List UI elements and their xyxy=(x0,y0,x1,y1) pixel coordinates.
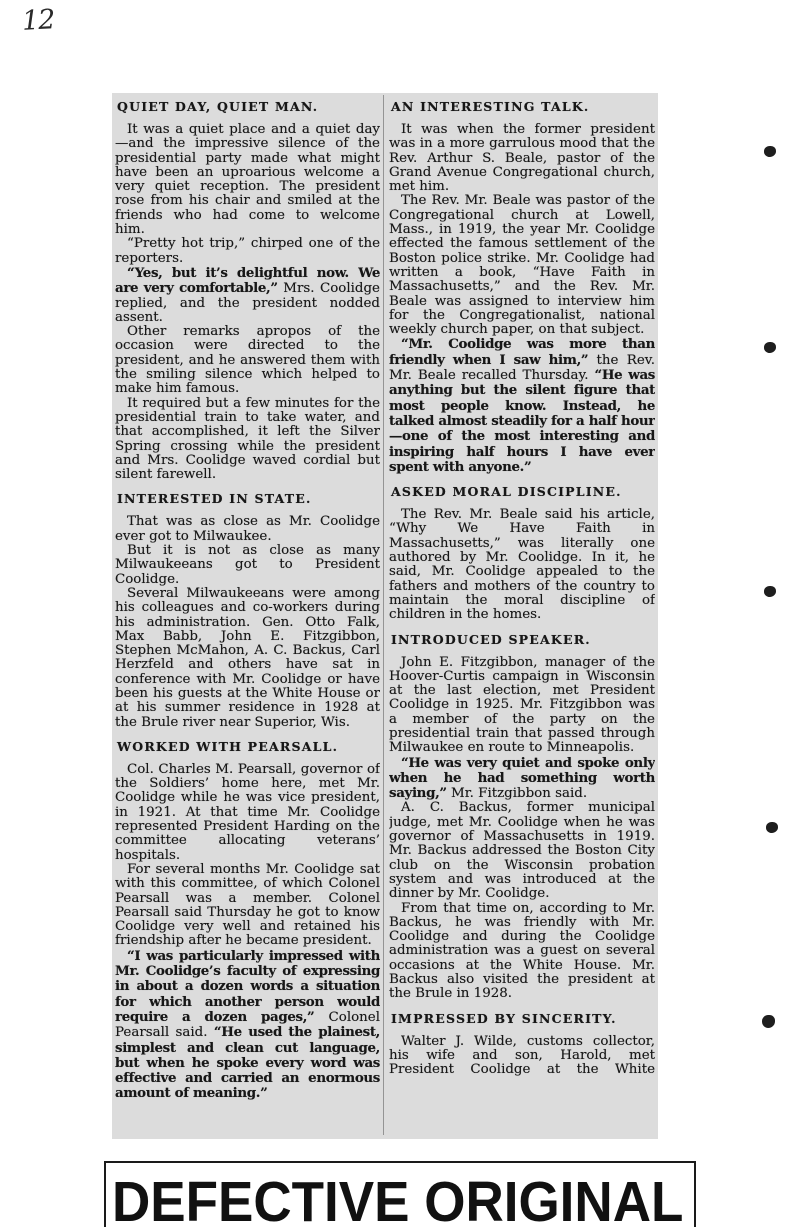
body-text: From that time on, according to Mr. Backus, he was friendly with Mr. Coolidge and during the Coolidge administration was a guest on several occasions at the White House. Mr. Backus also visited the president at the Brule in 1928. xyxy=(389,900,655,1002)
section-heading: IMPRESSED BY SINCERITY. xyxy=(391,1010,617,1026)
article-paragraph xyxy=(389,194,655,337)
bold-quote-text: “Mr. Coolidge was more than friendly when I saw him,” xyxy=(389,336,655,368)
defective-original-banner xyxy=(104,1161,696,1227)
section-heading: INTERESTED IN STATE. xyxy=(117,491,312,507)
article-paragraph xyxy=(115,544,380,587)
body-text: “Pretty hot trip,” chirped one of the reporters. xyxy=(115,236,380,266)
article-paragraph xyxy=(115,587,380,730)
article-paragraph xyxy=(389,508,655,622)
section-heading: WORKED WITH PEARSALL. xyxy=(117,738,339,754)
article-paragraph xyxy=(115,763,380,863)
body-text: Mr. Fitzgibbon said. xyxy=(446,786,588,802)
handwritten-page-number: 12 xyxy=(21,4,56,37)
punch-hole-mark xyxy=(762,1015,775,1028)
section-heading: AN INTERESTING TALK. xyxy=(391,99,590,114)
body-text: Mrs. Coolidge replied, and the president nodded assent. xyxy=(115,281,380,325)
defective-original-text: DEFECTIVE ORIGINAL xyxy=(112,1170,684,1227)
article-paragraph xyxy=(389,756,655,802)
article-paragraph xyxy=(389,656,655,756)
article-paragraph xyxy=(389,123,655,194)
article-paragraph xyxy=(115,123,380,237)
body-text: Other remarks apropos of the occasion were directed to the president, and he answered them with the smiling silence which helped to make him famous. xyxy=(115,324,380,397)
column-divider xyxy=(383,95,384,1135)
article-paragraph xyxy=(389,902,655,1002)
body-text: That was as close as Mr. Coolidge ever got to Milwaukee. xyxy=(115,514,380,544)
body-text: For several months Mr. Coolidge sat with this committee, of which Colonel Pearsall was a member. Colonel Pearsall said Thursday he got to know Coolidge very well and retained his friendship after he became president. xyxy=(115,861,380,949)
body-text: the Rev. Mr. Beale recalled Thursday. xyxy=(389,352,655,384)
article-paragraph xyxy=(115,949,380,1102)
newspaper-clipping xyxy=(112,93,658,1139)
punch-hole-mark xyxy=(766,822,778,833)
body-text: It required but a few minutes for the presidential train to take water, and that accomplished, it left the Silver Spring crossing while the president and Mrs. Coolidge waved cordial but silent farewell. xyxy=(115,395,380,483)
body-text: Several Milwaukeeans were among his colleagues and co-workers during his administration. Gen. Otto Falk, Max Babb, John E. Fitzgibbon, Stephen McMahon, A. C. Backus, Carl Herzfeld and others have sat in conference with Mr. Coolidge or have been his guests at the White House or at his summer residence in 1928 at the Brule river near Superior, Wis. xyxy=(115,585,380,730)
body-text: Walter J. Wilde, customs collector, his wife and son, Harold, met President Coolidge at the White xyxy=(389,1033,655,1078)
article-column-left xyxy=(115,99,380,1137)
body-text: It was a quiet place and a quiet day—and the impressive silence of the presidential party made what might have been an uproarious welcome a very quiet reception. The president rose from his chair and smiled at the friends who had come to welcome him. xyxy=(115,122,380,238)
article-paragraph xyxy=(115,515,380,544)
body-text: The Rev. Mr. Beale said his article, “Why We Have Faith in Massachusetts,” was literally one authored by Mr. Coolidge. In it, he said, Mr. Coolidge appealed to the fathers and mothers of the country to maintain the moral discipline of children in the homes. xyxy=(389,507,655,623)
article-paragraph xyxy=(115,325,380,396)
section-heading: ASKED MORAL DISCIPLINE. xyxy=(391,484,622,500)
punch-hole-mark xyxy=(764,146,776,157)
article-paragraph xyxy=(115,397,380,483)
article-paragraph xyxy=(389,801,655,901)
body-text: It was when the former president was in a more garrulous mood that the Rev. Arthur S. Beale, pastor of the Grand Avenue Congregational church, met him. xyxy=(389,122,655,195)
bold-quote-text: “He used the plainest, simplest and clean cut language, but when he spoke every word was effective and carried an enormous amount of meaning.” xyxy=(115,1024,380,1102)
body-text: Col. Charles M. Pearsall, governor of the Soldiers’ home here, met Mr. Coolidge while he was vice president, in 1921. At that time Mr. Coolidge represented President Harding on the committee allocating veterans’ hospitals. xyxy=(115,761,380,863)
article-paragraph xyxy=(115,863,380,949)
section-heading: QUIET DAY, QUIET MAN. xyxy=(117,99,319,114)
body-text: But it is not as close as many Milwaukeeans got to President Coolidge. xyxy=(115,543,380,587)
bold-quote-text: “Yes, but it’s delightful now. We are very comfortable,” xyxy=(115,264,380,297)
section-heading: INTRODUCED SPEAKER. xyxy=(391,631,591,647)
article-column-right xyxy=(389,99,655,1137)
body-text: Colonel Pearsall said. xyxy=(115,1009,380,1041)
punch-hole-mark xyxy=(764,342,776,353)
article-paragraph xyxy=(389,1035,655,1078)
body-text: The Rev. Mr. Beale was pastor of the Congregational church at Lowell, Mass., in 1919, the year Mr. Coolidge effected the famous settlement of the Boston police strike. Mr. Coolidge had written a book, “Have Faith in Massachusetts,” and the Rev. Mr. Beale was assigned to interview him for the Congregationalist, national weekly church paper, on that subject. xyxy=(389,193,655,338)
article-paragraph xyxy=(115,266,380,325)
article-paragraph xyxy=(115,237,380,266)
bold-quote-text: “He was anything but the silent figure that most people know. Instead, he talked almost steadily for a half hour—one of the most interesting and inspiring half hours I have ever spent with anyone.” xyxy=(389,367,655,475)
punch-hole-mark xyxy=(764,586,776,597)
article-paragraph xyxy=(389,337,655,475)
bold-quote-text: “He was very quiet and spoke only when he had something worth saying,” xyxy=(389,754,655,802)
body-text: John E. Fitzgibbon, manager of the Hoover-Curtis campaign in Wisconsin at the last election, met President Coolidge in 1925. Mr. Fitzgibbon was a member of the party on the presidential train that passed through Milwaukee en route to Minneapolis. xyxy=(389,654,655,756)
bold-quote-text: “I was particularly impressed with Mr. Coolidge’s faculty of expressing in about a dozen words a situation for which another person would require a dozen pages,” xyxy=(115,947,380,1025)
body-text: A. C. Backus, former municipal judge, met Mr. Coolidge when he was governor of Massachusetts in 1919. Mr. Backus addressed the Boston City club on the Wisconsin probation system and was introduced at the dinner by Mr. Coolidge. xyxy=(389,800,655,902)
